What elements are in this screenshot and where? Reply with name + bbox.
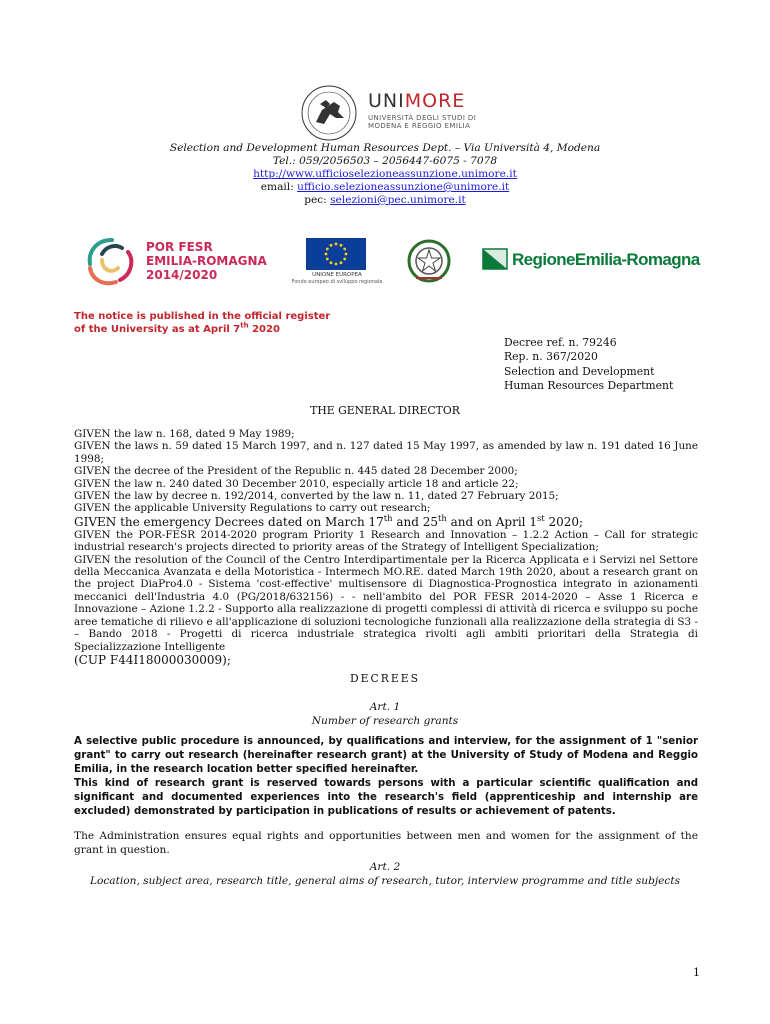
university-seal-icon xyxy=(300,84,358,142)
given-item: GIVEN the resolution of the Council of the Centro Interdipartimentale per la Ricerca Applicata e i Servizi nel Settore della Meccanica Avanzata e della Motoristica - Intermech MO.RE. dated March 19th 2020, about a research grant on the project DiaPro4.0 - Sistema 'cost-effective' multisensore di Diagnostica-Prognostica integrato in azionamenti meccanici dell'Industria 4.0 (PG/2018/632156) - - nell'ambito del POR FESR 2014-2020 – Asse 1 Ricerca e Innovazione – Azione 1.2.2 - Supporto alla realizzazione di progetti complessi di attività di ricerca e sviluppo su poche aree tematiche di rilievo e all'applicazione di soluzioni tecnologiche funzionali alla realizzazione della strategia di S3 - – Bando 2018 - Progetti di ricerca industriale strategica rivolti agli ambiti prioritari della Strategia di Specializzazione Intelligente (CUP F44I18000030009); xyxy=(74,553,698,667)
eu-fund-caption: Fondo europeo di sviluppo regionale xyxy=(291,279,383,285)
article-2-heading: Art. 2 Location, subject area, research title, general aims of research, tutor, interview programme and title subjects xyxy=(89,861,681,887)
brand-subtitle: UNIVERSITÀ DEGLI STUDI DI MODENA E REGGIO EMILIA xyxy=(368,114,477,130)
general-director-heading: THE GENERAL DIRECTOR xyxy=(310,404,460,417)
pec-label: pec: xyxy=(304,194,331,206)
por-fesr-text: POR FESR EMILIA-ROMAGNA 2014/2020 xyxy=(146,240,267,282)
given-item: GIVEN the emergency Decrees dated on March 17th and 25th and on April 1st 2020; xyxy=(74,512,584,529)
contact-block xyxy=(0,142,770,207)
publication-notice: The notice is published in the official register of the University as at April 7th 2020 xyxy=(74,311,331,335)
eu-caption: UNIONE EUROPEA xyxy=(312,272,362,278)
givens-list xyxy=(74,428,698,667)
decree-reference: Decree ref. n. 79246 Rep. n. 367/2020 Selection and Development Human Resources Department xyxy=(504,336,674,393)
email-link[interactable]: ufficio.selezioneassunzione@unimore.it xyxy=(297,181,510,193)
italian-emblem xyxy=(404,236,454,286)
region-flag-icon xyxy=(482,246,508,272)
given-item: GIVEN the law n. 240 dated 30 December 2010, especially article 18 and article 22; xyxy=(74,477,519,490)
brand-name: UNIMORE xyxy=(368,90,466,112)
equal-rights-paragraph: The Administration ensures equal rights and opportunities between men and women for the assignment of the grant in question. xyxy=(74,830,698,856)
given-item: GIVEN the POR-FESR 2014-2020 program Priority 1 Research and Innovation – 1.2.2 Action – Call for strategic industrial research's projects directed to priority areas of the Strategy of Intelligent Specialization; xyxy=(74,528,698,554)
eu-logo xyxy=(288,238,386,290)
article-1-heading: Art. 1 Number of research grants xyxy=(311,701,459,727)
unimore-logo xyxy=(300,84,500,142)
article-1-body: A selective public procedure is announced, by qualifications and interview, for the assignment of 1 "senior grant" to carry out research (hereinafter research grant) at the University of Study of Modena and Reggio Emilia, in the research location better specified hereinafter. This kind of research grant is reserved towards persons with a particular scientific qualification and significant and documented experiences into the research's field (apprenticeship and internship are excluded) demonstrated by participation in publications of results or achievement of patents. xyxy=(74,736,698,817)
italian-emblem-icon xyxy=(404,236,454,286)
decrees-heading: DECREES xyxy=(349,672,421,685)
eu-flag-icon xyxy=(306,238,366,270)
given-item: GIVEN the decree of the President of the Republic n. 445 dated 28 December 2000; xyxy=(74,465,518,478)
given-item: GIVEN the law n. 168, dated 9 May 1989; xyxy=(74,428,295,440)
dept-address: Selection and Development Human Resources Dept. – Via Università 4, Modena xyxy=(169,142,601,154)
dept-phone: Tel.: 059/2056503 – 2056447-6075 - 7078 xyxy=(272,155,498,167)
region-name: RegioneEmilia-Romagna xyxy=(512,250,700,269)
por-fesr-logo xyxy=(82,234,272,288)
regione-emilia-romagna-logo xyxy=(482,246,700,276)
email-label: email: xyxy=(260,181,298,193)
pec-link[interactable]: selezioni@pec.unimore.it xyxy=(330,194,466,206)
given-item: GIVEN the laws n. 59 dated 15 March 1997, and n. 127 dated 15 May 1997, as amended by law n. 191 dated 16 June 1998; xyxy=(74,440,698,465)
given-item: GIVEN the applicable University Regulations to carry out research; xyxy=(74,502,431,515)
por-swirl-icon xyxy=(82,234,142,288)
given-item: GIVEN the law by decree n. 192/2014, converted by the law n. 11, dated 27 February 2015; xyxy=(74,490,559,503)
page-number: 1 xyxy=(693,966,700,979)
website-link[interactable]: http://www.ufficioselezioneassunzione.unimore.it xyxy=(253,168,517,180)
